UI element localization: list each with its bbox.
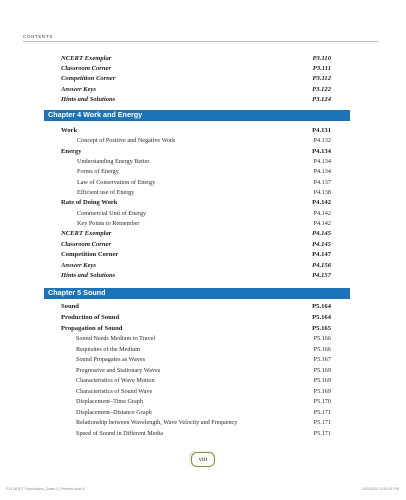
toc-entry-work[interactable] <box>61 126 331 136</box>
toc-entry-page: P4.142 <box>313 220 331 227</box>
toc-entry-competition-corner-4[interactable] <box>61 250 331 260</box>
toc-entry-page: P5.171 <box>313 419 331 426</box>
toc-entry-label: Production of Sound <box>61 314 120 321</box>
toc-entry-sound-needs-medium[interactable] <box>76 334 331 344</box>
toc-entry-page: P5.167 <box>313 356 331 363</box>
toc-entry-classroom-corner-3[interactable] <box>61 64 331 74</box>
toc-entry-label: Rate of Doing Work <box>61 199 118 206</box>
toc-entry-energy[interactable] <box>61 147 331 157</box>
toc-entry-label: Progressive and Stationary Waves <box>76 367 161 374</box>
toc-entry-wavelength-relationship[interactable] <box>76 418 331 428</box>
toc-entry-ncert-exemplar-4[interactable] <box>61 229 331 239</box>
toc-entry-label: Displacement–Time Graph <box>76 398 143 405</box>
toc-entry-displacement-time[interactable] <box>76 397 331 407</box>
toc-entry-page: P3.124 <box>312 96 331 103</box>
toc-entry-page: P4.157 <box>312 272 331 279</box>
toc-entry-label: Classroom Corner <box>61 65 112 72</box>
toc-entry-ncert-exemplar-3[interactable] <box>61 54 331 64</box>
toc-entry-efficient-use[interactable] <box>77 188 331 198</box>
toc-entry-label: Competition Corner <box>61 251 119 258</box>
toc-entry-answer-keys-4[interactable] <box>61 261 331 271</box>
chapter-4-header[interactable] <box>44 110 350 121</box>
toc-entry-key-points[interactable] <box>77 219 331 229</box>
toc-entry-forms-of-energy[interactable] <box>77 167 331 177</box>
toc-entry-label: Commercial Unit of Energy <box>77 210 147 217</box>
toc-entry-page: P4.138 <box>313 189 331 196</box>
toc-entry-production-of-sound[interactable] <box>61 313 331 323</box>
chapter-4-title: Chapter 4 Work and Energy <box>48 110 143 119</box>
toc-entry-conservation-of-energy[interactable] <box>77 178 331 188</box>
chapter-5-title: Chapter 5 Sound <box>48 288 106 297</box>
toc-entry-label: Sound Needs Medium to Travel <box>76 335 156 342</box>
toc-entry-label: Competition Corner <box>61 75 116 82</box>
toc-entry-understanding-energy[interactable] <box>77 157 331 167</box>
toc-entry-page: P4.147 <box>312 251 331 258</box>
toc-entry-positive-negative-work[interactable] <box>77 136 331 146</box>
toc-entry-rate-of-doing-work[interactable] <box>61 198 331 208</box>
toc-entry-label: Classroom Corner <box>61 241 112 248</box>
toc-entry-label: Relationship between Wavelength, Wave Velocity and Frequency <box>76 419 238 426</box>
toc-entry-label: Energy <box>61 148 82 155</box>
toc-entry-progressive-stationary[interactable] <box>76 366 331 376</box>
toc-entry-hints-solutions-3[interactable] <box>61 95 331 105</box>
toc-entry-page: P4.132 <box>313 137 331 144</box>
toc-entry-page: P5.166 <box>313 335 331 342</box>
toc-entry-page: P4.134 <box>313 168 331 175</box>
toc-entry-label: Characteristics of Sound Wave <box>76 388 153 395</box>
toc-entry-page: P3.110 <box>312 55 331 62</box>
toc-entry-hints-solutions-4[interactable] <box>61 271 331 281</box>
toc-entry-label: Answer Keys <box>61 86 96 93</box>
toc-entry-label: Concept of Positive and Negative Work <box>77 137 176 144</box>
toc-entry-classroom-corner-4[interactable] <box>61 240 331 250</box>
toc-entry-label: Propagation of Sound <box>61 325 123 332</box>
toc-entry-displacement-distance[interactable] <box>76 408 331 418</box>
toc-entry-competition-corner-3[interactable] <box>61 74 331 84</box>
toc-entry-page: P4.145 <box>312 241 331 248</box>
toc-entry-label: Requisites of the Medium <box>76 346 141 353</box>
toc-entry-page: P4.142 <box>312 199 331 206</box>
toc-entry-commercial-unit[interactable] <box>77 209 331 219</box>
running-head: CONTENTS <box>23 34 54 39</box>
toc-entry-label: Displacement–Distance Graph <box>76 409 152 416</box>
toc-entry-label: Speed of Sound in Different Media <box>76 430 164 437</box>
toc-entry-page: P5.170 <box>313 398 331 405</box>
page-number: viii <box>191 452 215 467</box>
toc-entry-label: Work <box>61 127 78 134</box>
toc-entry-page: P5.169 <box>313 367 331 374</box>
toc-entry-page: P4.134 <box>312 148 331 155</box>
toc-entry-label: NCERT Exemplar <box>61 230 112 237</box>
toc-entry-label: Forms of Energy <box>77 168 119 175</box>
toc-entry-label: Characteristics of Wave Motion <box>76 377 155 384</box>
toc-entry-propagation-of-sound[interactable] <box>61 324 331 334</box>
toc-entry-page: P5.171 <box>313 409 331 416</box>
toc-entry-sound[interactable] <box>61 302 331 312</box>
toc-entry-page: P3.112 <box>312 75 331 82</box>
toc-entry-answer-keys-3[interactable] <box>61 85 331 95</box>
chapter-5-header[interactable] <box>44 288 350 299</box>
toc-entry-page: P5.164 <box>312 314 331 321</box>
toc-entry-label: Sound Propagates as Waves <box>76 356 145 363</box>
toc-entry-wave-motion[interactable] <box>76 376 331 386</box>
toc-entry-label: NCERT Exemplar <box>61 55 112 62</box>
toc-entry-page: P5.171 <box>313 430 331 437</box>
toc-entry-page: P4.134 <box>313 158 331 165</box>
toc-entry-page: P4.131 <box>312 127 331 134</box>
toc-entry-requisites-of-medium[interactable] <box>76 345 331 355</box>
toc-entry-label: Understanding Energy Better <box>77 158 150 165</box>
toc-entry-page: P4.145 <box>312 230 331 237</box>
toc-entry-sound-wave[interactable] <box>76 387 331 397</box>
toc-entry-page: P4.156 <box>312 262 331 269</box>
toc-entry-page: P5.169 <box>313 388 331 395</box>
toc-entry-sound-propagates-waves[interactable] <box>76 355 331 365</box>
toc-entry-label: Efficient use of Energy <box>77 189 135 196</box>
toc-entry-label: Sound <box>61 303 79 310</box>
toc-entry-page: P5.164 <box>312 303 331 310</box>
toc-entry-page: P4.137 <box>313 179 331 186</box>
toc-entry-label: Hints and Solutions <box>61 272 116 279</box>
toc-entry-label: Hints and Solutions <box>61 96 116 103</box>
toc-entry-speed-of-sound[interactable] <box>76 429 331 439</box>
toc-entry-page: P3.122 <box>312 86 331 93</box>
toc-entry-label: Answer Keys <box>61 262 96 269</box>
toc-entry-label: Law of Conservation of Energy <box>77 179 156 186</box>
print-slug-timestamp: 2/01/2020 3:35:15 PM <box>361 487 399 491</box>
toc-entry-page: P5.169 <box>313 377 331 384</box>
toc-entry-page: P5.166 <box>313 346 331 353</box>
toc-entry-page: P4.142 <box>313 210 331 217</box>
toc-entry-label: Key Points to Remember <box>77 220 140 227</box>
print-slug-filename: P11 NEET Foundation_Class 9_Prelims.indd 8 <box>6 487 85 491</box>
toc-entry-page: P5.165 <box>312 325 331 332</box>
toc-entry-page: P3.111 <box>312 65 331 72</box>
header-rule <box>23 41 378 42</box>
